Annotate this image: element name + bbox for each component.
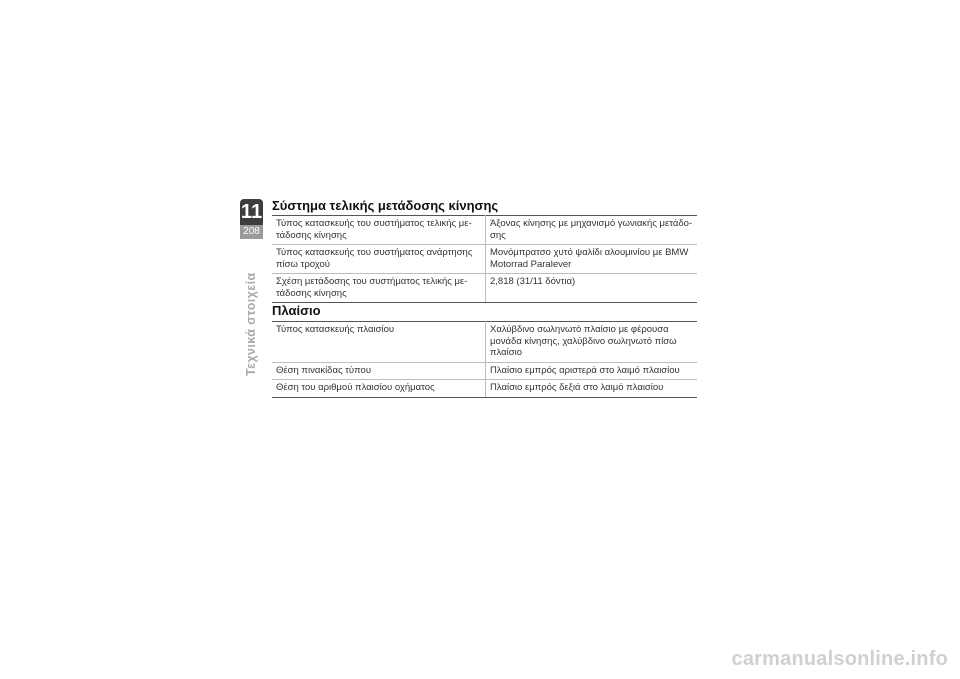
spec-value: Άξονας κίνησης με μηχανισμό γωνιακής μετάδο-σης [486,216,698,245]
spec-label: Τύπος κατασκευής πλαισίου [272,322,486,363]
spec-label: Τύπος κατασκευής του συστήματος ανάρτησης πίσω τροχού [272,245,486,274]
table-row [272,362,697,380]
spec-label: Τύπος κατασκευής του συστήματος τελικής με-τάδοσης κίνησης [272,216,486,245]
spec-value: Πλαίσιο εμπρός αριστερά στο λαιμό πλαισίου [486,362,698,380]
spec-label: Θέση πινακίδας τύπου [272,362,486,380]
section-title-frame: Πλαίσιο [272,303,321,318]
page-number: 208 [243,226,260,237]
table-row [272,245,697,274]
section-title-final-drive: Σύστημα τελικής μετάδοσης κίνησης [272,198,499,213]
chapter-number: 11 [240,201,263,223]
table-row [272,322,697,363]
spec-label: Θέση του αριθμού πλαισίου οχήματος [272,380,486,398]
table-row [272,380,697,398]
spec-value: Χαλύβδινο σωληνωτό πλαίσιο με φέρουσα μονάδα κίνησης, χαλύβδινο σωληνωτό πίσω πλαίσιο [486,322,698,363]
spec-value: Πλαίσιο εμπρός δεξιά στο λαιμό πλαισίου [486,380,698,398]
spec-value: Μονόμπρατσο χυτό ψαλίδι αλουμινίου με BMW Motorrad Paralever [486,245,698,274]
watermark-text: carmanualsonline.info [731,648,948,670]
table-row [272,274,697,303]
spec-label: Σχέση μετάδοσης του συστήματος τελικής με-τάδοσης κίνησης [272,274,486,303]
table-row [272,216,697,245]
chapter-side-title: Τεχνικά στοιχεία [244,272,258,376]
page-number-box [240,225,263,239]
frame-spec-table [272,321,697,398]
final-drive-spec-table [272,215,697,303]
spec-value: 2,818 (31/11 δόντια) [486,274,698,303]
